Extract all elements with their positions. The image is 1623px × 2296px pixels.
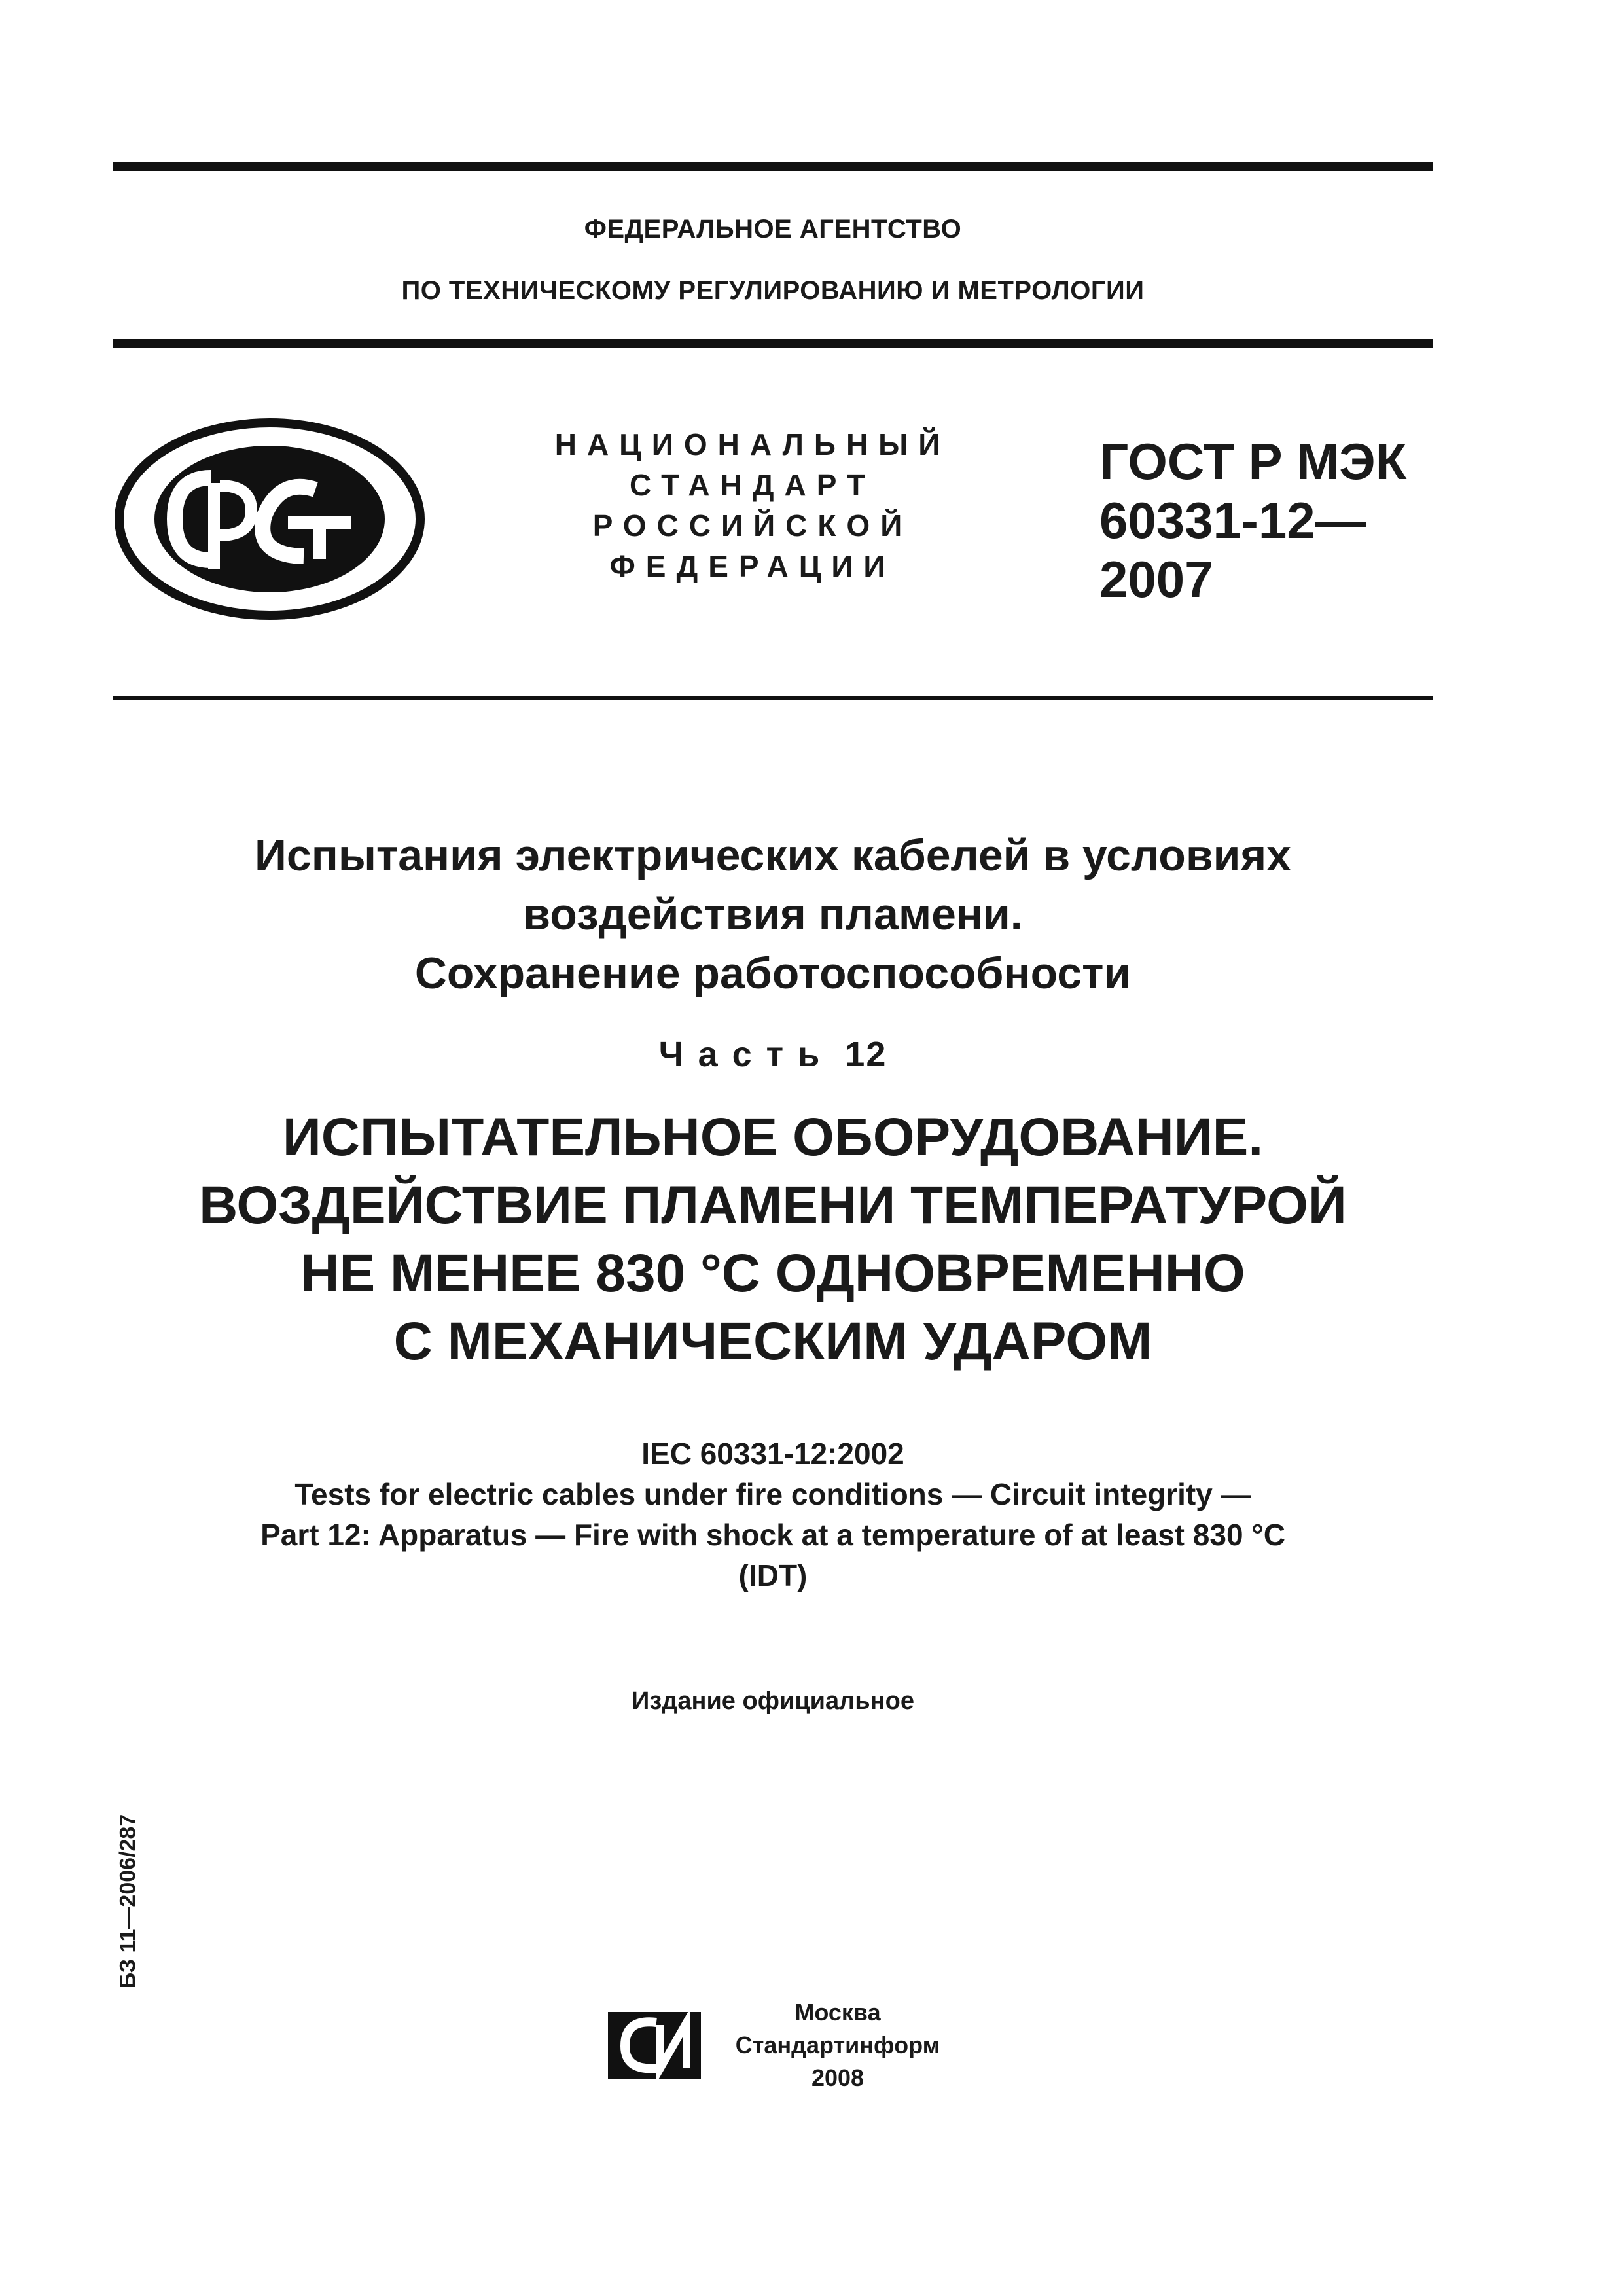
iec-title-line-1: Tests for electric cables under fire conditions — Circuit integrity —: [294, 1477, 1251, 1511]
publisher-city: Москва: [794, 1999, 881, 2026]
title-line-1: Испытания электрических кабелей в условиях: [255, 831, 1291, 880]
title-line-2: воздействия пламени.: [523, 889, 1023, 939]
document-title: [113, 826, 1433, 1003]
designation-line-1: ГОСТ Р МЭК: [1099, 433, 1407, 490]
gost-rst-logo: [113, 418, 427, 620]
designation-line-2: 60331-12—: [1099, 492, 1366, 549]
subtitle-line-1: ИСПЫТАТЕЛЬНОЕ ОБОРУДОВАНИЕ.: [282, 1107, 1264, 1167]
part-number: 12: [845, 1035, 887, 1074]
national-standard-line-3: РОССИЙСКОЙ: [592, 509, 913, 543]
designation-line-3: 2007: [1099, 550, 1213, 608]
edition-label: Издание официальное: [632, 1687, 914, 1715]
national-standard-line-2: СТАНДАРТ: [630, 468, 876, 502]
national-standard-line-4: ФЕДЕРАЦИИ: [609, 549, 896, 583]
agency-line-1: ФЕДЕРАЛЬНОЕ АГЕНТСТВО: [584, 215, 962, 243]
publisher-si-logo: [605, 1996, 704, 2094]
subtitle-line-2: ВОЗДЕЙСТВИЕ ПЛАМЕНИ ТЕМПЕРАТУРОЙ: [199, 1175, 1347, 1235]
publisher-block: [720, 1996, 955, 2094]
part-label: [113, 1034, 1433, 1075]
document-subtitle: [113, 1103, 1433, 1376]
side-code: БЗ 11—2006/287: [115, 1814, 141, 1989]
standard-designation: [1099, 432, 1406, 609]
publisher-name: Стандартинформ: [735, 2032, 940, 2058]
iec-reference: [113, 1433, 1433, 1596]
national-standard-line-1: НАЦИОНАЛЬНЫЙ: [554, 427, 951, 461]
title-line-3: Сохранение работоспособности: [414, 948, 1132, 998]
top-rule: [113, 162, 1433, 171]
iec-code: IEC 60331-12:2002: [641, 1437, 904, 1471]
publisher-year: 2008: [811, 2064, 865, 2091]
header-bottom-rule: [113, 696, 1433, 700]
agency-bottom-rule: [113, 339, 1433, 348]
national-standard-label: [537, 424, 969, 586]
part-word: Часть: [658, 1035, 834, 1074]
iec-title-line-2: Part 12: Apparatus — Fire with shock at a temperature of at least 830 °C: [260, 1518, 1285, 1552]
agency-line-2: ПО ТЕХНИЧЕСКОМУ РЕГУЛИРОВАНИЮ И МЕТРОЛОГИИ: [401, 276, 1145, 305]
subtitle-line-3: НЕ МЕНЕЕ 830 °С ОДНОВРЕМЕННО: [300, 1244, 1245, 1303]
subtitle-line-4: С МЕХАНИЧЕСКИМ УДАРОМ: [393, 1312, 1152, 1371]
iec-identity: (IDT): [738, 1558, 808, 1592]
